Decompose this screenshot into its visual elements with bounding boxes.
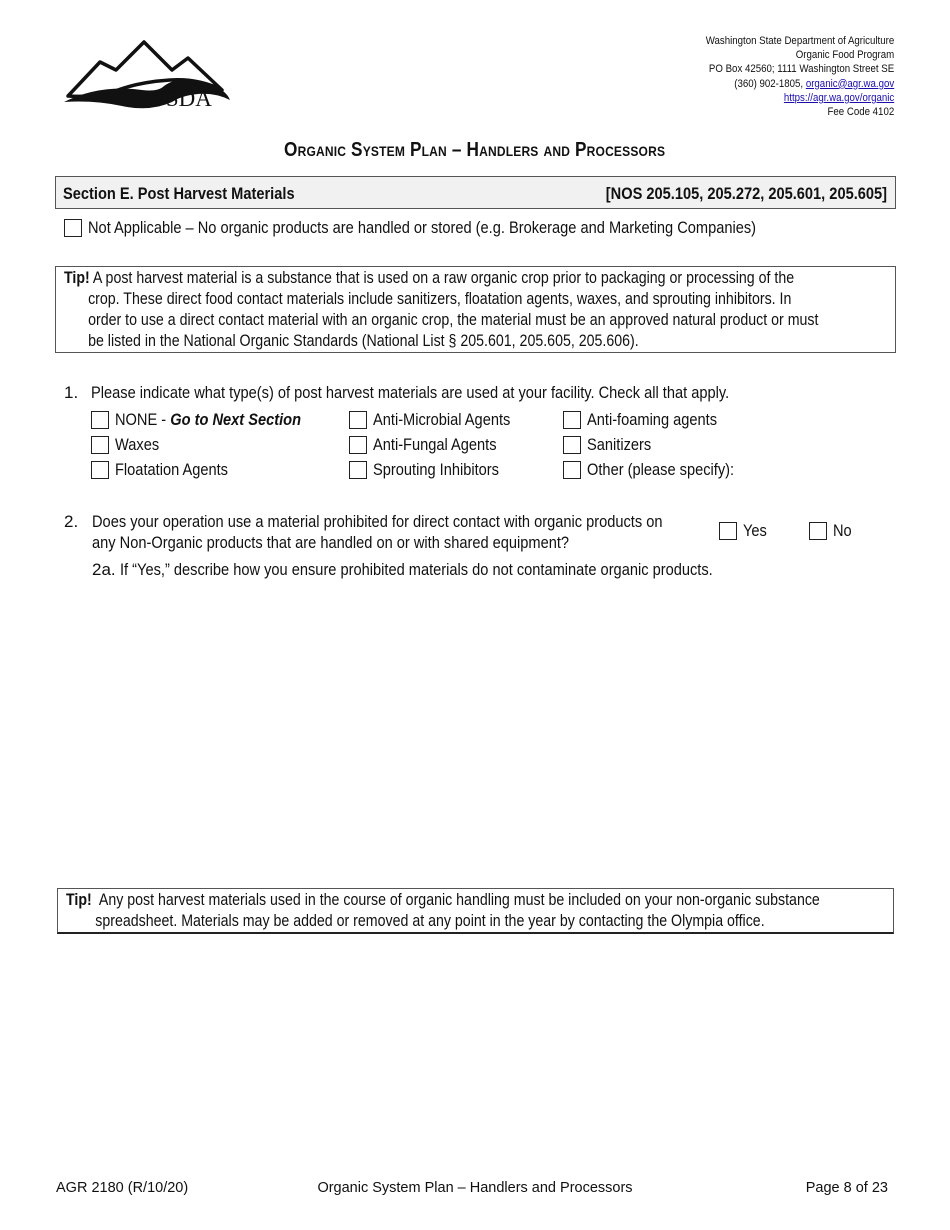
tip-line: be listed in the National Organic Standards (National List § 205.601, 205.605, 205.606). xyxy=(88,332,639,350)
other-checkbox[interactable] xyxy=(563,461,581,479)
option-label: Anti-foaming agents xyxy=(587,410,718,429)
not-applicable-checkbox[interactable] xyxy=(64,219,82,237)
option-none xyxy=(91,410,331,430)
option-label: Anti-Fungal Agents xyxy=(373,435,497,454)
agency-phone-email xyxy=(705,77,894,91)
agency-name: Washington State Department of Agriculture xyxy=(705,35,894,47)
tip-line: crop. These direct food contact materials include sanitizers, floatation agents, waxes, and sprouting inhibitors. In xyxy=(88,290,792,308)
anti-microbial-checkbox[interactable] xyxy=(349,411,367,429)
section-title: Section E. Post Harvest Materials xyxy=(63,184,295,203)
q2-yes-option xyxy=(719,521,771,541)
agency-website-link[interactable]: https://agr.wa.gov/organic xyxy=(783,91,894,104)
q2-no-label: No xyxy=(833,521,852,540)
fee-code: Fee Code 4102 xyxy=(827,106,894,119)
option-label: Waxes xyxy=(115,435,160,454)
agency-email-link[interactable]: organic@agr.wa.gov xyxy=(805,77,894,90)
tip-line: spreadsheet. Materials may be added or removed at any point in the year by contacting the Olympia office. xyxy=(95,912,765,930)
option-anti-microbial xyxy=(349,410,533,430)
option-floatation-agents xyxy=(91,460,246,480)
question-number: 2. xyxy=(64,512,79,531)
svg-text:WSDA: WSDA xyxy=(144,86,212,111)
footer-center-text: Organic System Plan – Handlers and Processors xyxy=(317,1180,633,1196)
tip-box-spreadsheet xyxy=(57,888,894,934)
document-title xyxy=(0,139,950,162)
sanitizers-checkbox[interactable] xyxy=(563,436,581,454)
tip-line xyxy=(66,890,820,911)
tip-label: Tip! xyxy=(64,269,90,287)
wsda-logo xyxy=(60,40,232,112)
not-applicable-option xyxy=(64,218,865,238)
q2-no-checkbox[interactable] xyxy=(809,522,827,540)
question-2-line-2: any Non-Organic products that are handled on or with shared equipment? xyxy=(92,533,570,552)
option-label xyxy=(115,410,301,430)
footer-form-id: AGR 2180 (R/10/20) xyxy=(56,1180,189,1196)
agency-address: PO Box 42560; 1111 Washington Street SE xyxy=(708,63,894,76)
document-title-text: Organic System Plan – Handlers and Processors xyxy=(284,139,666,161)
agency-contact-block xyxy=(680,34,894,119)
question-2a-text: If “Yes,” describe how you ensure prohibited materials do not contaminate organic products. xyxy=(120,560,713,579)
floatation-agents-checkbox[interactable] xyxy=(91,461,109,479)
option-waxes xyxy=(91,435,166,455)
tip-box-definition xyxy=(55,266,896,353)
question-2-line-1: Does your operation use a material prohibited for direct contact with organic products on xyxy=(92,512,663,531)
agency-phone: (360) 902-1805, xyxy=(734,77,803,90)
footer-page-number: Page 8 of 23 xyxy=(805,1180,888,1196)
tip-text: A post harvest material is a substance that is used on a raw organic crop prior to packaging or processing of the xyxy=(92,269,795,287)
section-header xyxy=(55,176,896,209)
tip-line xyxy=(64,268,795,289)
option-anti-foaming xyxy=(563,410,738,430)
q2-yes-checkbox[interactable] xyxy=(719,522,737,540)
option-label: Sanitizers xyxy=(587,435,652,454)
option-label: Other (please specify): xyxy=(587,460,735,479)
tip-text: Any post harvest materials used in the course of organic handling must be included on your non-organic substance xyxy=(98,891,820,909)
none-emphasis: Go to Next Section xyxy=(170,410,302,429)
anti-fungal-checkbox[interactable] xyxy=(349,436,367,454)
option-sprouting-inhibitors xyxy=(349,460,519,480)
tip-line: order to use a direct contact material with an organic crop, the material must be an approved natural product or must xyxy=(88,311,819,329)
not-applicable-label: Not Applicable – No organic products are handled or stored (e.g. Brokerage and Marketing Companies) xyxy=(88,218,757,237)
agency-program: Organic Food Program xyxy=(795,49,894,62)
agency-website-line xyxy=(705,91,894,105)
option-sanitizers xyxy=(563,435,662,455)
q2-yes-label: Yes xyxy=(743,521,767,540)
option-anti-fungal xyxy=(349,435,517,455)
question-1-text: Please indicate what type(s) of post harvest materials are used at your facility. Check all that apply. xyxy=(91,383,730,402)
sprouting-inhibitors-checkbox[interactable] xyxy=(349,461,367,479)
tip-label: Tip! xyxy=(66,891,92,909)
none-prefix: NONE - xyxy=(115,410,171,429)
q2-no-option xyxy=(809,521,855,541)
section-reference: [NOS 205.105, 205.272, 205.601, 205.605] xyxy=(605,184,887,203)
anti-foaming-checkbox[interactable] xyxy=(563,411,581,429)
question-2a-answer-area[interactable] xyxy=(92,585,892,870)
option-label: Floatation Agents xyxy=(115,460,228,479)
option-label: Anti-Microbial Agents xyxy=(373,410,511,429)
question-number: 1. xyxy=(64,383,79,402)
none-checkbox[interactable] xyxy=(91,411,109,429)
option-other xyxy=(563,460,758,480)
option-label: Sprouting Inhibitors xyxy=(373,460,499,479)
waxes-checkbox[interactable] xyxy=(91,436,109,454)
question-2a-number: 2a. xyxy=(92,560,116,579)
